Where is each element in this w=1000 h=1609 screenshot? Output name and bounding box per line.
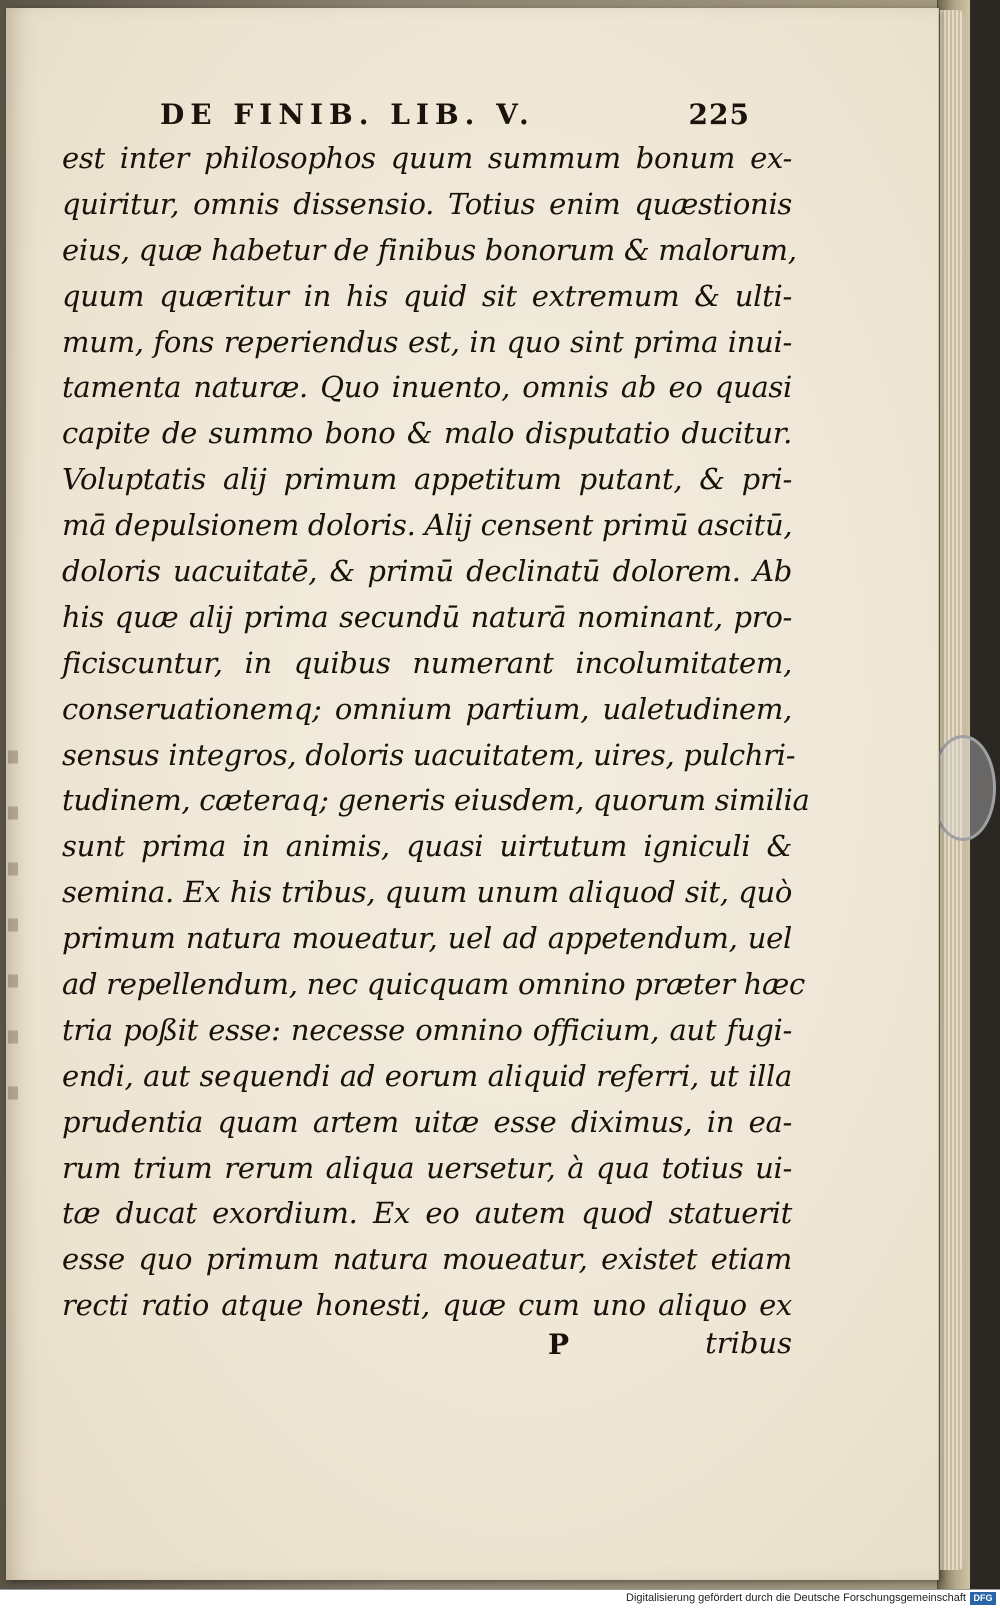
text-line: tria poßit esse: necesse omnino officium, aut fugi- — [62, 1012, 792, 1047]
running-title: DE FINIB. LIB. V. — [160, 98, 535, 131]
text-line: mum, fons reperiendus est, in quo sint prima inui- — [62, 324, 792, 359]
text-line: prudentia quam artem uitæ esse diximus, in ea- — [62, 1104, 792, 1139]
text-line: his quæ alij prima secundū naturā nominant, pro- — [62, 599, 792, 634]
page-number: 225 — [688, 98, 750, 131]
text-line: tæ ducat exordium. Ex eo autem quod statuerit — [62, 1196, 792, 1231]
text-line: esse quo primum natura moueatur, existet etiam — [62, 1242, 792, 1277]
text-line: capite de summo bono & malo disputatio ducitur. — [62, 416, 792, 451]
text-line: mā depulsionem doloris. Alij censent primū ascitū, — [62, 508, 793, 543]
text-line: doloris uacuitatē, & primū declinatū dolorem. Ab — [62, 554, 792, 589]
catchword: tribus — [705, 1326, 792, 1360]
text-line: sunt prima in animis, quasi uirtutum igniculi & — [62, 829, 792, 864]
text-line: ficiscuntur, in quibus numerant incolumitatem, — [62, 645, 792, 680]
text-line: est inter philosophos quum summum bonum ex- — [62, 141, 792, 175]
book-clasp — [930, 735, 996, 841]
text-line: primum natura moueatur, uel ad appetendum, uel — [62, 921, 792, 956]
credit-bar — [0, 1589, 1000, 1609]
text-line: recti ratio atque honesti, quæ cum uno aliquo ex — [62, 1288, 792, 1323]
text-line: endi, aut sequendi ad eorum aliquid referri, ut illa — [62, 1058, 792, 1093]
signature-mark: P — [548, 1328, 570, 1361]
text-line: ad repellendum, nec quicquam omnino præter hæc — [62, 967, 805, 1002]
text-line: Voluptatis alij primum appetitum putant, & pri- — [62, 462, 792, 497]
dfg-logo: DFG — [970, 1592, 996, 1605]
text-line: tudinem, cæteraq; generis eiusdem, quorum similia — [62, 783, 810, 818]
text-line: eius, quæ habetur de finibus bonorum & malorum, — [62, 232, 797, 267]
text-line: sensus integros, doloris uacuitatem, uires, pulchri- — [62, 737, 796, 772]
text-line: quum quæritur in his quid sit extremum & ulti- — [62, 278, 792, 313]
gutter-marks — [8, 708, 18, 1128]
text-line: conseruationemq; omnium partium, ualetudinem, — [62, 691, 792, 726]
running-head — [160, 98, 750, 138]
text-block — [62, 136, 810, 1329]
text-line: rum trium rerum aliqua uersetur, à qua totius ui- — [62, 1150, 792, 1185]
text-line: quiritur, omnis dissensio. Totius enim quæstionis — [62, 186, 792, 221]
text-line: tamenta naturæ. Quo inuento, omnis ab eo quasi — [62, 370, 792, 405]
page-footer — [62, 1320, 792, 1366]
text-line: semina. Ex his tribus, quum unum aliquod sit, quò — [62, 875, 792, 910]
funding-credit: Digitalisierung gefördert durch die Deutsche Forschungsgemeinschaft — [626, 1592, 966, 1604]
